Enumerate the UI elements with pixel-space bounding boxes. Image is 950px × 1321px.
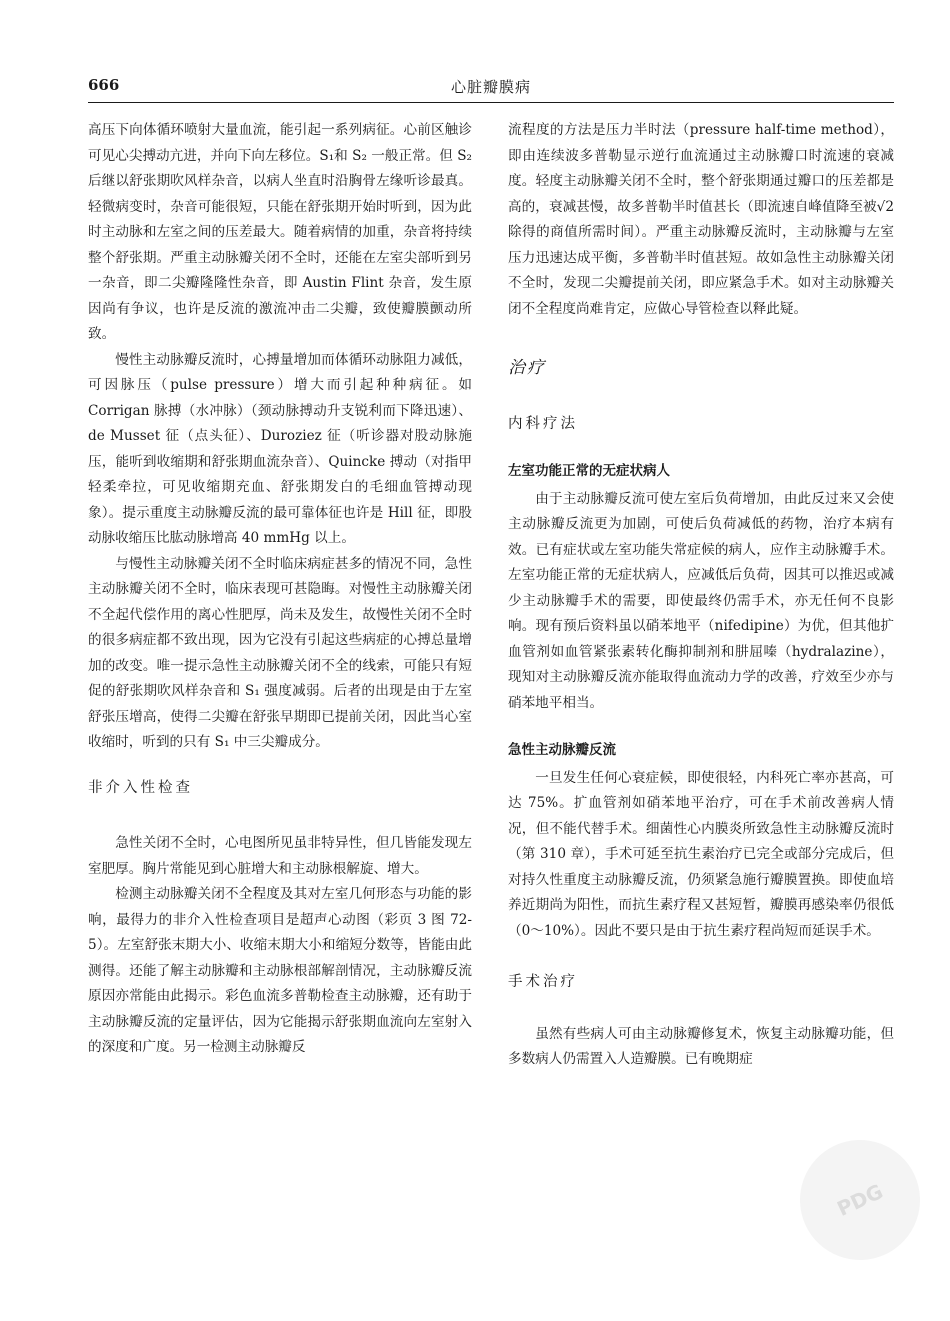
paragraph: 由于主动脉瓣反流可使左室后负荷增加，由此反过来又会使主动脉瓣反流更为加剧，可使后负荷减低的药物，治疗本病有效。已有症状或左室功能失常症候的病人，应作主动脉瓣手术。左室功能正常的无症状病人，应减低后负荷，因其可以推迟或减少主动脉瓣手术的需要，即使最终仍需手术，亦无任何不良影响。现有预后资料虽以硝苯地平（nifedipine）为优，但其他扩血管剂如血管紧张素转化酶抑制剂和肼屈嗪（hydralazine），现知对主动脉瓣反流亦能取得血流动力学的改善，疗效至少亦与硝苯地平相当。 [508, 490, 894, 711]
subheading-asymptomatic: 左室功能正常的无症状病人 [508, 463, 670, 479]
paragraph: 一旦发生任何心衰症候，即使很轻，内科死亡率亦甚高，可达 75%。扩血管剂如硝苯地平治疗，可在手术前改善病人情况，但不能代替手术。细菌性心内膜炎所致急性主动脉瓣反流时（第 310 章），手术可延至抗生素治疗已完全或部分完成后，但对持久性重度主动脉瓣反流，仍须紧急施行瓣膜置换。即使血培养近期尚为阳性，而抗生素疗程又甚短暂，瓣膜再感染率仍很低（0～10%）。因此不要只是由于抗生素疗程尚短而延误手术。 [508, 769, 894, 939]
paragraph: 慢性主动脉瓣反流时，心搏量增加而体循环动脉阻力减低，可因脉压（pulse pressure）增大而引起种种病征。如 Corrigan 脉搏（水冲脉）（颈动脉搏动升支锐利而下降迅速）、de Musset 征（点头征）、Duroziez 征（听诊器对股动脉施压，能听到收缩期和舒张期血流杂音）、Quincke 搏动（对指甲轻柔牵拉，可见收缩期充血、舒张期发白的毛细血管搏动现象）。提示重度主动脉瓣反流的最可靠体征也许是 Hill 征，即股动脉收缩压比肱动脉增高 40 mmHg 以上。 [88, 351, 472, 546]
section-heading-treatment: 治疗 [508, 358, 546, 378]
watermark-text: PDG [833, 1179, 887, 1221]
section-heading-surgical: 手术治疗 [508, 974, 578, 990]
paragraph: 检测主动脉瓣关闭不全程度及其对左室几何形态与功能的影响，最得力的非介入性检查项目是超声心动图（彩页 3 图 72-5）。左室舒张末期大小、收缩末期大小和缩短分数等，皆能由此测得。还能了解主动脉瓣和主动脉根部解剖情况，主动脉瓣反流原因亦常能由此揭示。彩色血流多普勒检查主动脉瓣，还有助于主动脉瓣反流的定量评估，因为它能揭示舒张期血流向左室射入的深度和广度。另一检测主动脉瓣反 [88, 886, 472, 1055]
page-number: 666 [88, 76, 120, 94]
page-header [88, 76, 894, 100]
subheading-acute: 急性主动脉瓣反流 [508, 742, 616, 758]
paragraph: 虽然有些病人可由主动脉瓣修复术，恢复主动脉瓣功能，但多数病人仍需置入人造瓣膜。已有晚期症 [508, 1025, 894, 1067]
left-column [88, 118, 472, 1061]
right-column [508, 118, 894, 1073]
paragraph: 急性关闭不全时，心电图所见虽非特异性，但几皆能发现左室肥厚。胸片常能见到心脏增大和主动脉根解旋、增大。 [88, 835, 472, 877]
section-heading-medical: 内科疗法 [508, 415, 578, 432]
paragraph: 高压下向体循环喷射大量血流，能引起一系列病征。心前区触诊可见心尖搏动亢进，并向下向左移位。S₁和 S₂ 一般正常。但 S₂ 后继以舒张期吹风样杂音，以病人坐直时沿胸骨左缘听诊最真。轻微病变时，杂音可能很短，只能在舒张期开始时听到，因为此时主动脉和左室之间的压差最大。随着病情的加重，杂音将持续整个舒张期。严重主动脉瓣关闭不全时，还能在左室尖部听到另一杂音，即二尖瓣隆隆性杂音，即 Austin Flint 杂音，发生原因尚有争议，也许是反流的激流冲击二尖瓣，致使瓣膜颤动所致。 [88, 122, 472, 342]
running-title: 心脏瓣膜病 [450, 78, 531, 96]
watermark-stamp [780, 1120, 939, 1279]
paragraph: 与慢性主动脉瓣关闭不全时临床病症甚多的情况不同，急性主动脉瓣关闭不全时，临床表现可甚隐晦。对慢性主动脉瓣关闭不全起代偿作用的离心性肥厚，尚未及发生，故慢性关闭不全时的很多病症都不致出现，因为它没有引起这些病症的心搏总量增加的改变。唯一提示急性主动脉瓣关闭不全的线索，可能只有短促的舒张期吹风样杂音和 S₁ 强度减弱。后者的出现是由于左室舒张压增高，使得二尖瓣在舒张早期即已提前关闭，因此当心室收缩时，听到的只有 S₁ 中三尖瓣成分。 [88, 555, 472, 750]
paragraph: 流程度的方法是压力半时法（pressure half-time method），即由连续波多普勒显示逆行血流通过主动脉瓣口时流速的衰减度。轻度主动脉瓣关闭不全时，整个舒张期通过瓣口的压差都是高的，衰减甚慢，故多普勒半时值甚长（即流速自峰值降至被√2除得的商值所需时间）。严重主动脉瓣反流时，主动脉瓣与左室压力迅速达成平衡，多普勒半时值甚短。故如急性主动脉瓣关闭不全时，发现二尖瓣提前关闭，即应紧急手术。如对主动脉瓣关闭不全程度尚难肯定，应做心导管检查以释此疑。 [508, 122, 894, 317]
section-heading-noninvasive: 非介入性检查 [88, 779, 193, 796]
header-rule [88, 102, 894, 103]
